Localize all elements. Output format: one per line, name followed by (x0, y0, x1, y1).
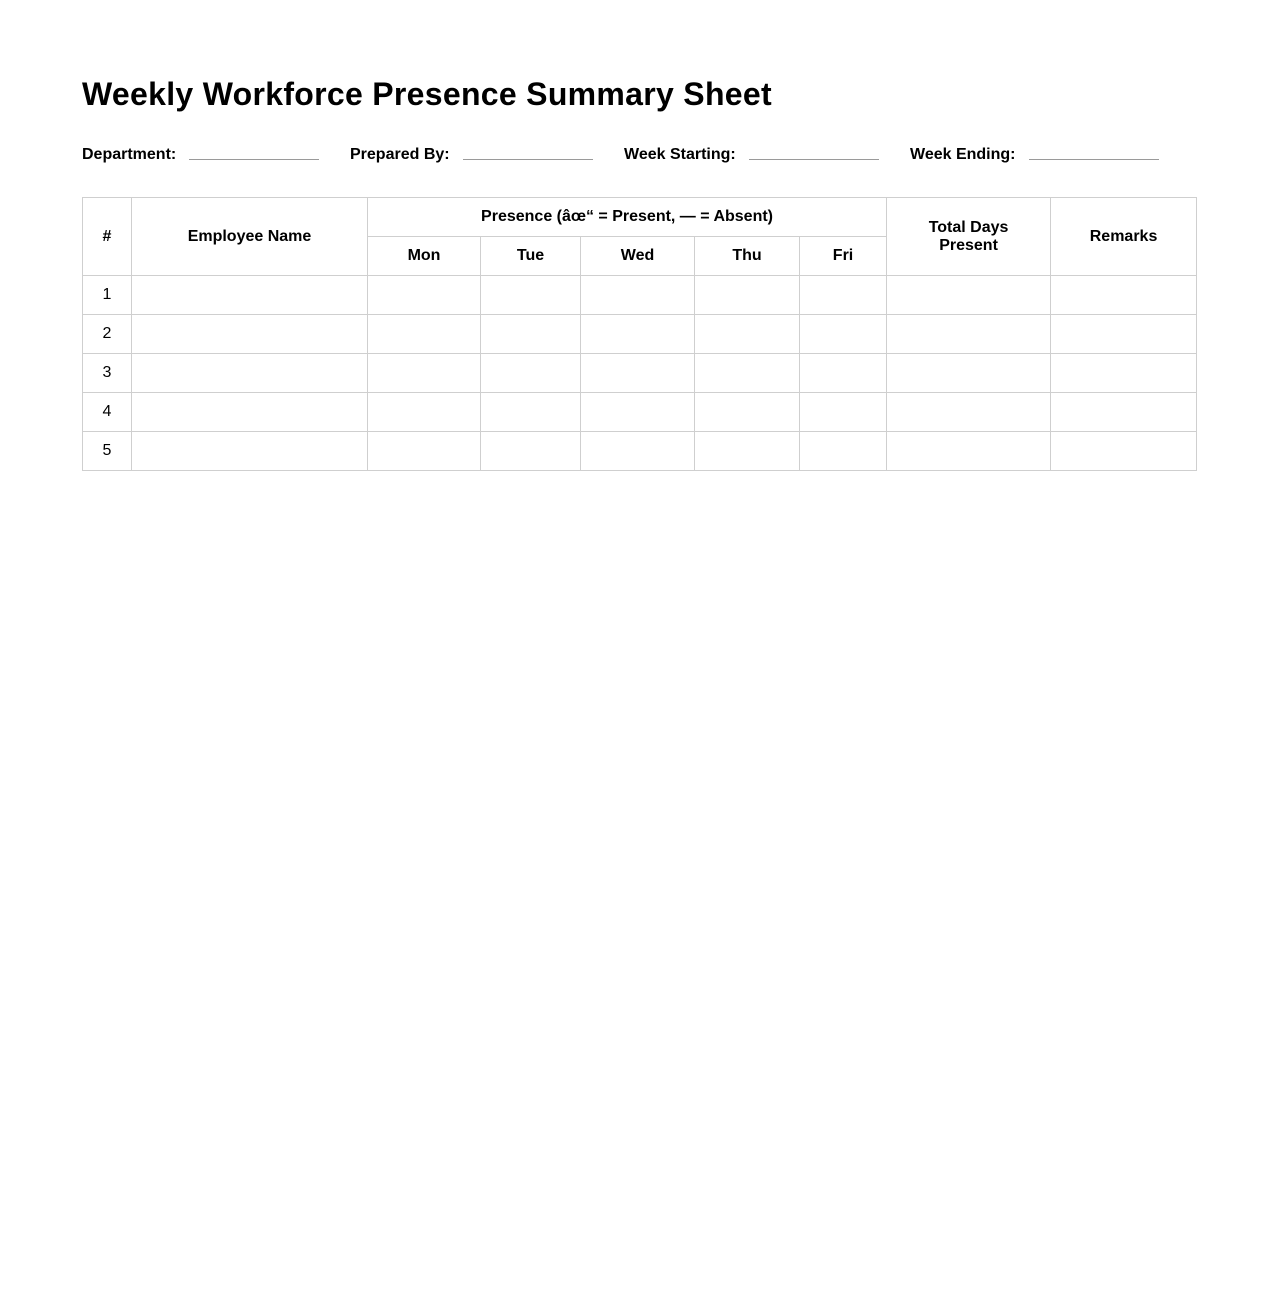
column-header-number: # (83, 198, 132, 276)
department-label: Department: (82, 146, 177, 163)
table-row (83, 393, 1197, 432)
column-group-header-presence: Presence (âœ“ = Present, — = Absent) (368, 198, 887, 237)
column-header-fri: Fri (800, 237, 887, 276)
department-field (82, 144, 319, 166)
row-number: 3 (83, 354, 132, 393)
mon-cell[interactable] (368, 393, 481, 432)
mon-cell[interactable] (368, 354, 481, 393)
remarks-cell[interactable] (1051, 354, 1197, 393)
total-days-present-cell[interactable] (887, 354, 1051, 393)
column-header-remarks: Remarks (1051, 198, 1197, 276)
thu-cell[interactable] (695, 276, 800, 315)
total-days-present-cell[interactable] (887, 432, 1051, 471)
tue-cell[interactable] (481, 393, 581, 432)
week-starting-input-line[interactable] (749, 159, 879, 160)
tue-cell[interactable] (481, 432, 581, 471)
column-header-total-days-present (887, 198, 1051, 276)
thu-cell[interactable] (695, 432, 800, 471)
wed-cell[interactable] (581, 432, 695, 471)
total-days-present-cell[interactable] (887, 393, 1051, 432)
column-header-mon: Mon (368, 237, 481, 276)
week-ending-input-line[interactable] (1029, 159, 1159, 160)
employee-name-cell[interactable] (132, 315, 368, 354)
week-starting-field (624, 144, 879, 166)
remarks-cell[interactable] (1051, 393, 1197, 432)
week-ending-field (910, 144, 1159, 166)
table-header-row (83, 198, 1197, 237)
table-row (83, 432, 1197, 471)
remarks-cell[interactable] (1051, 315, 1197, 354)
fri-cell[interactable] (800, 393, 887, 432)
sheet-meta-fields (82, 144, 1196, 166)
total-days-present-label: Total Days Present (928, 218, 1009, 254)
mon-cell[interactable] (368, 432, 481, 471)
tue-cell[interactable] (481, 276, 581, 315)
fri-cell[interactable] (800, 315, 887, 354)
wed-cell[interactable] (581, 276, 695, 315)
thu-cell[interactable] (695, 393, 800, 432)
employee-name-cell[interactable] (132, 432, 368, 471)
presence-table (82, 197, 1197, 471)
mon-cell[interactable] (368, 315, 481, 354)
fri-cell[interactable] (800, 276, 887, 315)
wed-cell[interactable] (581, 354, 695, 393)
row-number: 2 (83, 315, 132, 354)
remarks-cell[interactable] (1051, 432, 1197, 471)
wed-cell[interactable] (581, 315, 695, 354)
employee-name-cell[interactable] (132, 354, 368, 393)
column-header-employee-name: Employee Name (132, 198, 368, 276)
total-days-present-cell[interactable] (887, 276, 1051, 315)
tue-cell[interactable] (481, 315, 581, 354)
row-number: 4 (83, 393, 132, 432)
total-days-present-cell[interactable] (887, 315, 1051, 354)
page-title: Weekly Workforce Presence Summary Sheet (82, 76, 772, 112)
mon-cell[interactable] (368, 276, 481, 315)
wed-cell[interactable] (581, 393, 695, 432)
tue-cell[interactable] (481, 354, 581, 393)
column-header-wed: Wed (581, 237, 695, 276)
prepared-by-field (350, 144, 593, 166)
table-row (83, 276, 1197, 315)
employee-name-cell[interactable] (132, 276, 368, 315)
fri-cell[interactable] (800, 354, 887, 393)
thu-cell[interactable] (695, 354, 800, 393)
prepared-by-label: Prepared By: (350, 146, 450, 163)
week-ending-label: Week Ending: (910, 146, 1016, 163)
remarks-cell[interactable] (1051, 276, 1197, 315)
prepared-by-input-line[interactable] (463, 159, 593, 160)
employee-name-cell[interactable] (132, 393, 368, 432)
week-starting-label: Week Starting: (624, 146, 736, 163)
column-header-tue: Tue (481, 237, 581, 276)
row-number: 1 (83, 276, 132, 315)
thu-cell[interactable] (695, 315, 800, 354)
column-header-thu: Thu (695, 237, 800, 276)
table-row (83, 315, 1197, 354)
row-number: 5 (83, 432, 132, 471)
department-input-line[interactable] (189, 159, 319, 160)
fri-cell[interactable] (800, 432, 887, 471)
table-row (83, 354, 1197, 393)
